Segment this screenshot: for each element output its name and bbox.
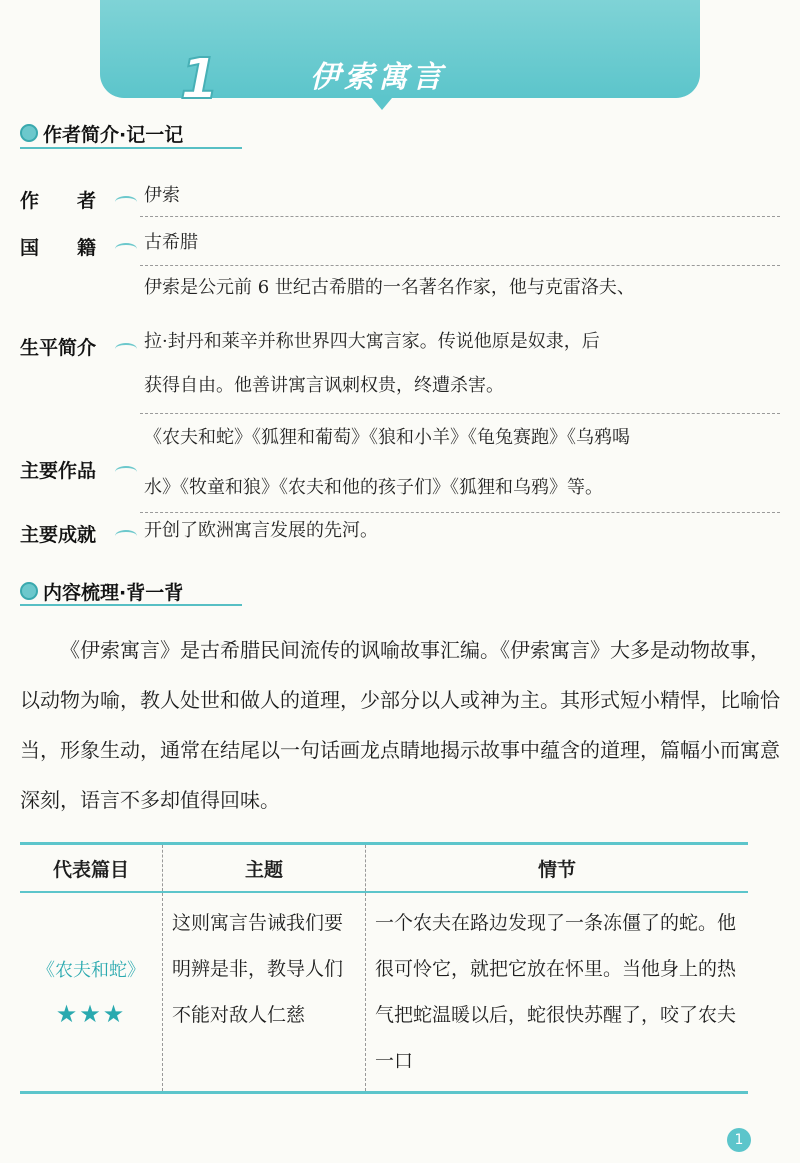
author-value: 伊索	[144, 185, 180, 206]
hook-icon	[115, 343, 137, 355]
page-number: 1	[727, 1128, 751, 1152]
hook-icon	[115, 530, 137, 542]
table-row	[20, 892, 748, 1093]
work-title: 《农夫和蛇》	[37, 960, 145, 981]
dotted-divider	[140, 413, 780, 414]
biography-line: 拉·封丹和莱辛并称世界四大寓言家。传说他原是奴隶，后	[144, 331, 600, 352]
label-works: 主要作品	[20, 460, 97, 482]
hook-icon	[115, 466, 137, 478]
banner-pointer	[372, 98, 392, 110]
biography-line: 伊索是公元前 6 世纪古希腊的一名著名作家，他与克雷洛夫、	[144, 277, 635, 298]
plot-text: 一个农夫在路边发现了一条冻僵了的蛇。他很可怜它，就把它放在怀里。当他身上的热气把蛇温暖以后，蛇很快苏醒了，咬了农夫一口	[375, 912, 737, 1072]
biography-line: 获得自由。他善讲寓言讽刺权贵，终遭杀害。	[144, 375, 504, 396]
dotted-divider	[140, 216, 780, 217]
header-work: 代表篇目	[20, 844, 163, 893]
hook-icon	[115, 196, 137, 208]
content-paragraph: 《伊索寓言》是古希腊民间流传的讽喻故事汇编。《伊索寓言》大多是动物故事，以动物为喻，教人处世和做人的道理，少部分以人或神为主。其形式短小精悍，比喻恰当，形象生动，通常在结尾以一句话画龙点睛地揭示故事中蕴含的道理，篇幅小而寓意深刻，语言不多却值得回味。	[20, 638, 780, 812]
section-icon	[20, 582, 38, 600]
section-heading-author	[20, 118, 183, 148]
works-line: 水》《牧童和狼》《农夫和他的孩子们》《狐狸和乌鸦》等。	[144, 477, 603, 498]
label-achievement: 主要成就	[20, 524, 97, 546]
section-icon	[20, 124, 38, 142]
section-heading-content	[20, 576, 183, 606]
header-theme: 主题	[163, 844, 366, 893]
achievement-value: 开创了欧洲寓言发展的先河。	[144, 520, 378, 541]
section-underline	[20, 147, 242, 149]
star-rating: ★★★	[55, 1000, 127, 1028]
plot-cell	[366, 892, 749, 1093]
works-table	[20, 842, 748, 1094]
hook-icon	[115, 243, 137, 255]
label-author: 作 者	[20, 190, 97, 212]
label-nationality: 国 籍	[20, 237, 97, 259]
header-plot: 情节	[366, 844, 749, 893]
dotted-divider	[140, 265, 780, 266]
label-biography: 生平简介	[20, 337, 97, 359]
lesson-number: 1	[180, 47, 219, 112]
works-line: 《农夫和蛇》《狐狸和葡萄》《狼和小羊》《龟兔赛跑》《乌鸦喝	[144, 427, 630, 448]
theme-text: 这则寓言告诫我们要明辨是非，教导人们不能对敌人仁慈	[172, 912, 344, 1026]
nationality-value: 古希腊	[144, 232, 198, 253]
section-underline	[20, 604, 242, 606]
lesson-title: 伊索寓言	[310, 60, 446, 95]
work-cell	[20, 892, 163, 1093]
section-title: 作者简介·记一记	[43, 123, 184, 146]
theme-cell	[163, 892, 366, 1093]
table-header-row	[20, 844, 748, 893]
section-title: 内容梳理·背一背	[43, 581, 184, 604]
